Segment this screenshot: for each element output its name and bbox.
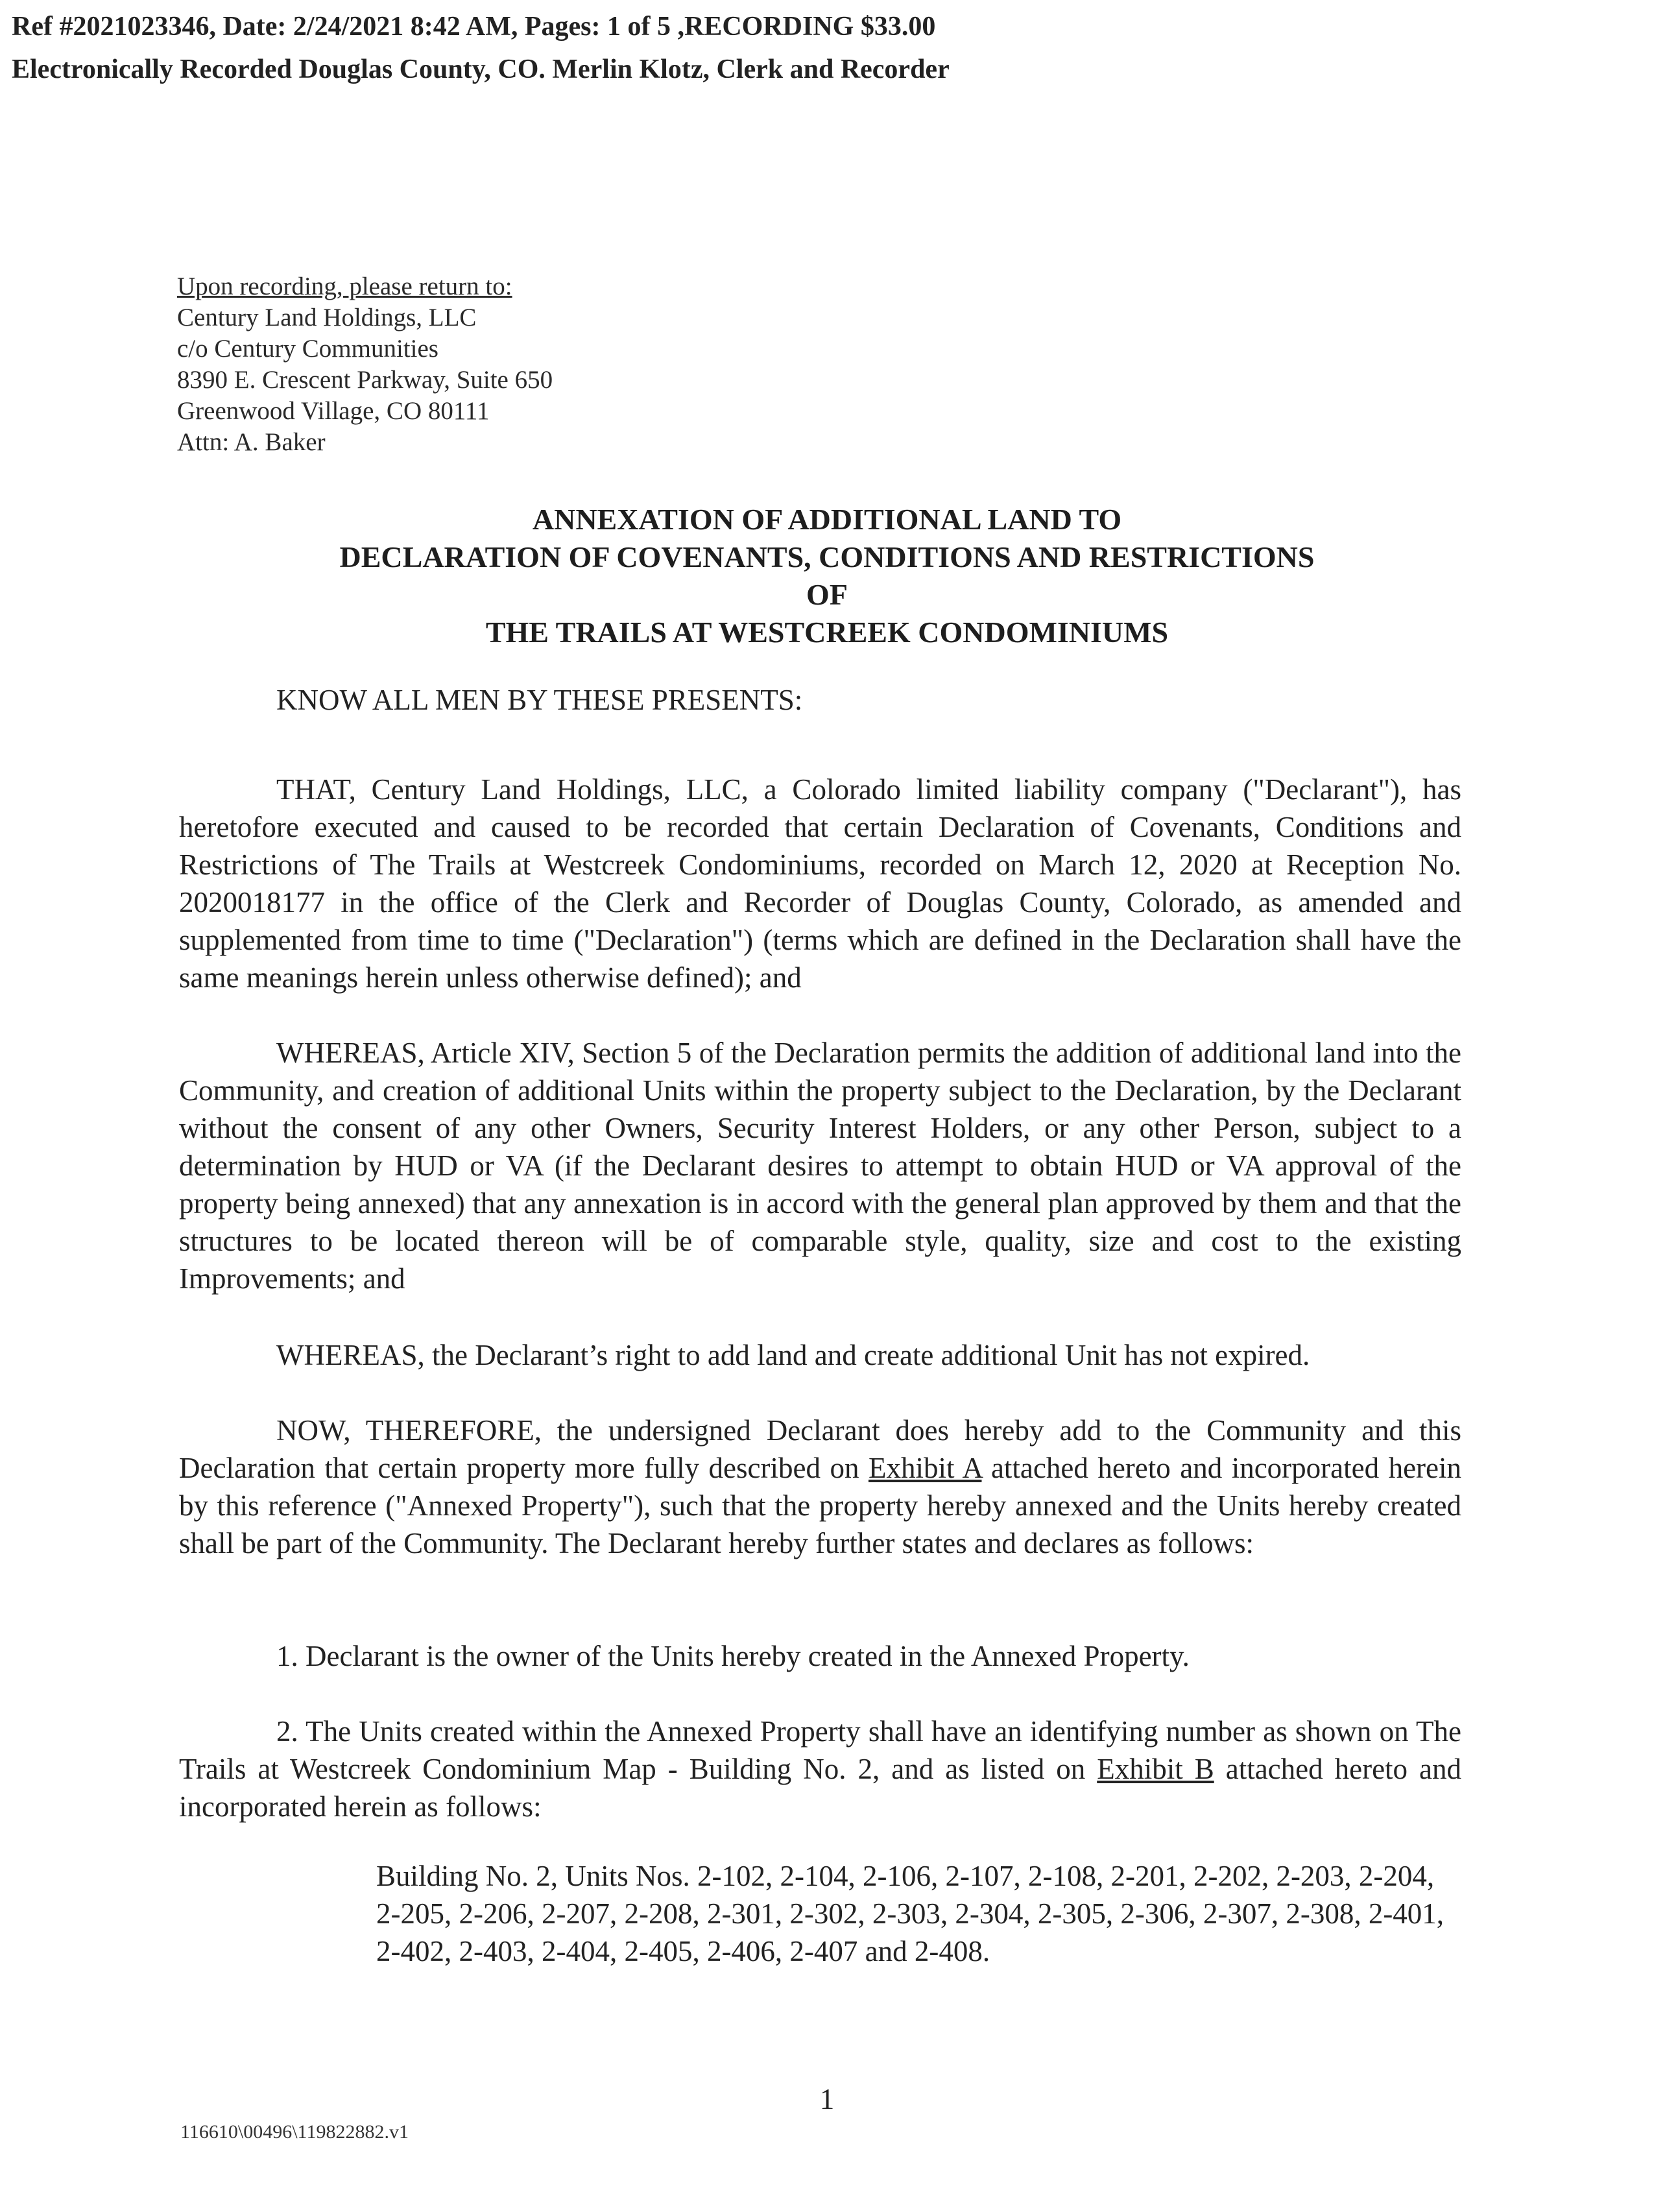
now-therefore-text-a: NOW, THEREFORE, the undersigned Declarant does hereby add to the Community and this Declaration that certain property more fully described on bbox=[179, 1414, 1461, 1484]
paragraph-whereas-article: WHEREAS, Article XIV, Section 5 of the Declaration permits the addition of additional land into the Community, and creation of additional Units within the property subject to the Declaration, by the Declarant without the consent of any other Owners, Security Interest Holders, or any other Person, subject to a determination by HUD or VA (if the Declarant desires to attempt to obtain HUD or VA approval of the property being annexed) that any annexation is in accord with the general plan approved by them and that the structures to be located thereon will be of comparable style, quality, size and cost to the existing Improvements; and bbox=[179, 1037, 1461, 1295]
numbered-item-1: 1. Declarant is the owner of the Units hereby created in the Annexed Property. bbox=[276, 1640, 1190, 1672]
intro-heading: KNOW ALL MEN BY THESE PRESENTS: bbox=[276, 684, 803, 716]
paragraph-whereas-right: WHEREAS, the Declarant’s right to add land and create additional Unit has not expired. bbox=[276, 1339, 1310, 1371]
title-line-3: OF bbox=[806, 578, 848, 611]
return-label: Upon recording, please return to: bbox=[177, 272, 512, 300]
page-number: 1 bbox=[819, 2083, 835, 2115]
recording-header bbox=[12, 5, 950, 91]
return-line-attention: Attn: A. Baker bbox=[177, 428, 326, 456]
recording-header-line-2: Electronically Recorded Douglas County, CO. Merlin Klotz, Clerk and Recorder bbox=[12, 54, 950, 84]
now-therefore-text-b: attached hereto and incorporated herein by this reference ("Annexed Property"), such that the property hereby annexed and the Units hereby created shall be part of the Community. The Declarant hereby further states and declares as follows: bbox=[179, 1452, 1462, 1559]
title-line-4: THE TRAILS AT WESTCREEK CONDOMINIUMS bbox=[485, 616, 1169, 649]
exhibit-a-reference: Exhibit A bbox=[868, 1452, 982, 1484]
document-title bbox=[0, 501, 1654, 651]
recording-header-line-1: Ref #2021023346, Date: 2/24/2021 8:42 AM, Pages: 1 of 5 ,RECORDING $33.00 bbox=[12, 12, 936, 42]
return-line-company: Century Land Holdings, LLC bbox=[177, 304, 477, 331]
return-address-block bbox=[177, 271, 553, 458]
item-2-text-b: attached hereto and incorporated herein as follows: bbox=[179, 1753, 1462, 1823]
item-2-text-a: 2. The Units created within the Annexed Property shall have an identifying number as shown on The Trails at Westcreek Condominium Map - Building No. 2, and as listed on bbox=[179, 1715, 1461, 1785]
return-line-city: Greenwood Village, CO 80111 bbox=[177, 397, 490, 425]
numbered-item-2 bbox=[179, 1713, 1461, 1825]
return-line-street: 8390 E. Crescent Parkway, Suite 650 bbox=[177, 366, 553, 394]
unit-number-list: Building No. 2, Units Nos. 2-102, 2-104, 2-106, 2-107, 2-108, 2-201, 2-202, 2-203, 2-204, 2-205, 2-206, 2-207, 2-208, 2-301, 2-302, 2-303, 2-304, 2-305, 2-306, 2-307, 2-308, 2-401, 2-402, 2-403, 2-404, 2-405, 2-406, 2-407 and 2-408. bbox=[376, 1860, 1444, 1967]
paragraph-now-therefore bbox=[179, 1412, 1461, 1562]
paragraph-that: THAT, Century Land Holdings, LLC, a Colorado limited liability company ("Declarant"), has heretofore executed and caused to be recorded that certain Declaration of Covenants, Conditions and Restrictions of The Trails at Westcreek Condominiums, recorded on March 12, 2020 at Reception No. 2020018177 in the office of the Clerk and Recorder of Douglas County, Colorado, as amended and supplemented from time to time ("Declaration") (terms which are defined in the Declaration shall have the same meanings herein unless otherwise defined); and bbox=[179, 773, 1461, 994]
title-line-1: ANNEXATION OF ADDITIONAL LAND TO bbox=[532, 503, 1122, 536]
exhibit-b-reference: Exhibit B bbox=[1097, 1753, 1214, 1785]
document-id: 116610\00496\119822882.v1 bbox=[180, 2121, 409, 2143]
title-line-2: DECLARATION OF COVENANTS, CONDITIONS AND RESTRICTIONS bbox=[339, 540, 1315, 573]
return-line-care-of: c/o Century Communities bbox=[177, 335, 438, 363]
